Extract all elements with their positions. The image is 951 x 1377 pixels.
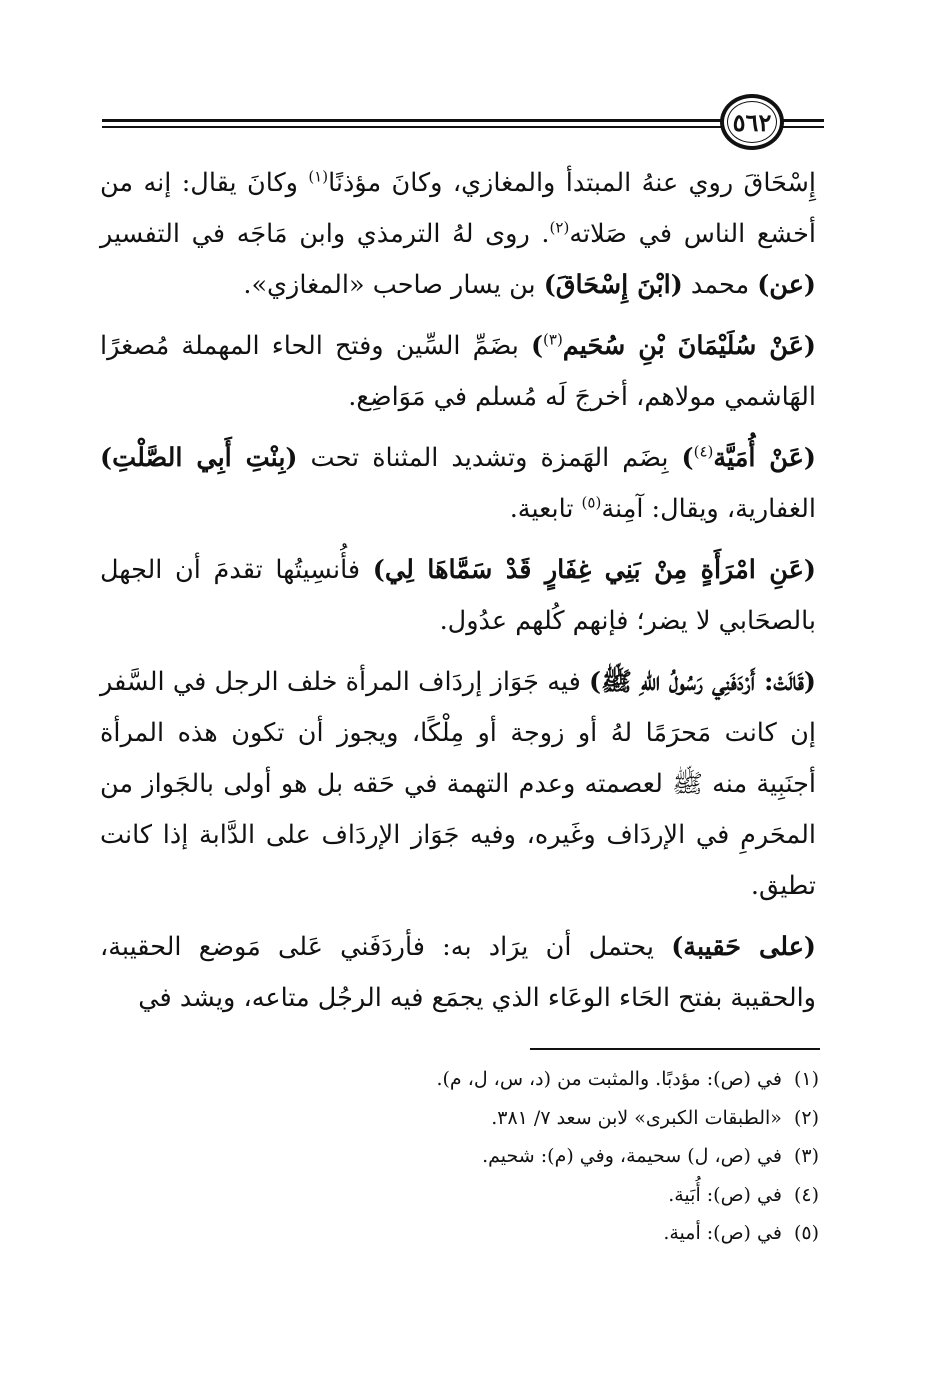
footnote-ref-3[interactable]: (٣) <box>543 330 563 349</box>
footnote-number: (٥) <box>793 1222 819 1244</box>
text-run: يحتمل أن يرَاد به: فأردَفَني عَلى مَوضع الحقيبة، والحقيبة بفتح الحَاء الوعَاء الذي يجمَع فيه الرجُل متاعه، ويشد في <box>100 932 816 1013</box>
bold-term: ) <box>530 331 544 361</box>
bold-term: (على حَقيبة) <box>671 932 816 962</box>
footnote-ref-1[interactable]: (١) <box>308 167 329 186</box>
text-run: إِسْحَاقَ روي عنهُ المبتدأ والمغازي، وكانَ مؤذنًا <box>328 168 816 198</box>
text-run: بضَمِّ السِّين وفتح الحاء المهملة مُصغرًا الهَاشمي مولاهم، أخرجَ لَه مُسلم في مَوَاضِع. <box>100 331 816 412</box>
footnote-ref-2[interactable]: (٢) <box>549 218 570 237</box>
bold-term: ) <box>681 443 694 473</box>
footnote-number: (١) <box>793 1068 819 1090</box>
bold-term: (ابْنَ إِسْحَاقَ) <box>543 270 683 300</box>
text-run: الغفارية، ويقال: آمِنة <box>601 494 816 524</box>
text-run: وكانَ يقال: إنه من أخشع الناس في صَلاته <box>100 168 816 249</box>
bold-term: (عن) <box>757 270 816 300</box>
text-run: فيه جَوَاز إردَاف المرأة خلف الرجل في السَّفر إن كانت مَحرَمًا لهُ أو زوجة أو مِلْكًا، ويجوز أن تكون هذه المرأة أجنَبِية منه ﷺ لعصمته وعدم التهمة في حَقه بل هو أولى بالجَواز من المحَرمِ في الإردَاف وغَيره، وفيه جَوَاز الإردَاف على الدَّابة إذا كانت تطيق. <box>100 667 816 901</box>
footnote-1 <box>259 1060 819 1099</box>
footnote-number: (٣) <box>793 1145 819 1167</box>
footnote-number: (٤) <box>793 1183 819 1206</box>
paragraph-6 <box>100 922 816 1024</box>
paragraph-3 <box>100 433 816 535</box>
footnote-text: «الطبقات الكبرى» لابن سعد ٧/ ٣٨١. <box>491 1106 782 1129</box>
text-run: تابعية. <box>509 494 582 524</box>
footnote-4 <box>259 1176 819 1215</box>
footnotes <box>259 1060 819 1253</box>
footnote-ref-5[interactable]: (٥) <box>581 493 602 512</box>
footnote-ref-4[interactable]: (٤) <box>693 442 714 461</box>
text-run: محمد <box>682 270 758 300</box>
footnote-text: في (ص): مؤدبًا. والمثبت من (د، س، ل، م). <box>436 1068 782 1090</box>
text-run: فأُنسِيتُها تقدمَ أن الجهل بالصحَابي لا يضر؛ فإنهم كُلهم عدُول. <box>100 555 816 636</box>
paragraph-2 <box>100 321 816 423</box>
bold-term: (عَنِ امْرَأَةٍ مِنْ بَنِي غِفَارٍ قَدْ سَمَّاهَا لِي) <box>372 555 816 585</box>
paragraph-4 <box>100 545 816 647</box>
footnote-2 <box>259 1099 819 1138</box>
text-run: بن يسار صاحب «المغازي». <box>243 270 544 300</box>
bold-term: (عَنْ سُلَيْمَانَ بْنِ سُحَيم <box>562 331 816 361</box>
footnote-text: في (ص): أُبَية. <box>668 1183 782 1206</box>
page-number: ٥٦٢ <box>732 107 772 137</box>
paragraph-1 <box>100 158 816 311</box>
body-text <box>100 158 816 1034</box>
bold-term: (بِنْتِ أَبِي الصَّلْتِ) <box>100 443 298 473</box>
bold-term: (عَنْ أُمَيَّة <box>713 443 816 473</box>
footnote-5 <box>259 1214 819 1253</box>
footnote-text: في (ص): أمية. <box>663 1222 782 1244</box>
paragraph-5 <box>100 657 816 912</box>
footnote-3 <box>259 1137 819 1176</box>
bold-term: (قَالَتْ: أَرْدَفَنِي رَسُولُ اللهِ ﷺ) <box>589 667 816 697</box>
page-header <box>102 92 824 154</box>
footnote-separator <box>530 1048 820 1050</box>
footnote-text: في (ص، ل) سحيمة، وفي (م): شحيم. <box>482 1145 782 1167</box>
footnote-number: (٢) <box>793 1106 819 1129</box>
header-rule-thin <box>102 126 824 128</box>
text-run: بِضَم الهَمزة وتشديد المثناة تحت <box>297 443 682 473</box>
page-number-badge <box>720 94 784 150</box>
text-run: . روى لهُ الترمذي وابن مَاجَه في التفسير <box>100 219 550 249</box>
header-rule-thick <box>102 119 824 122</box>
